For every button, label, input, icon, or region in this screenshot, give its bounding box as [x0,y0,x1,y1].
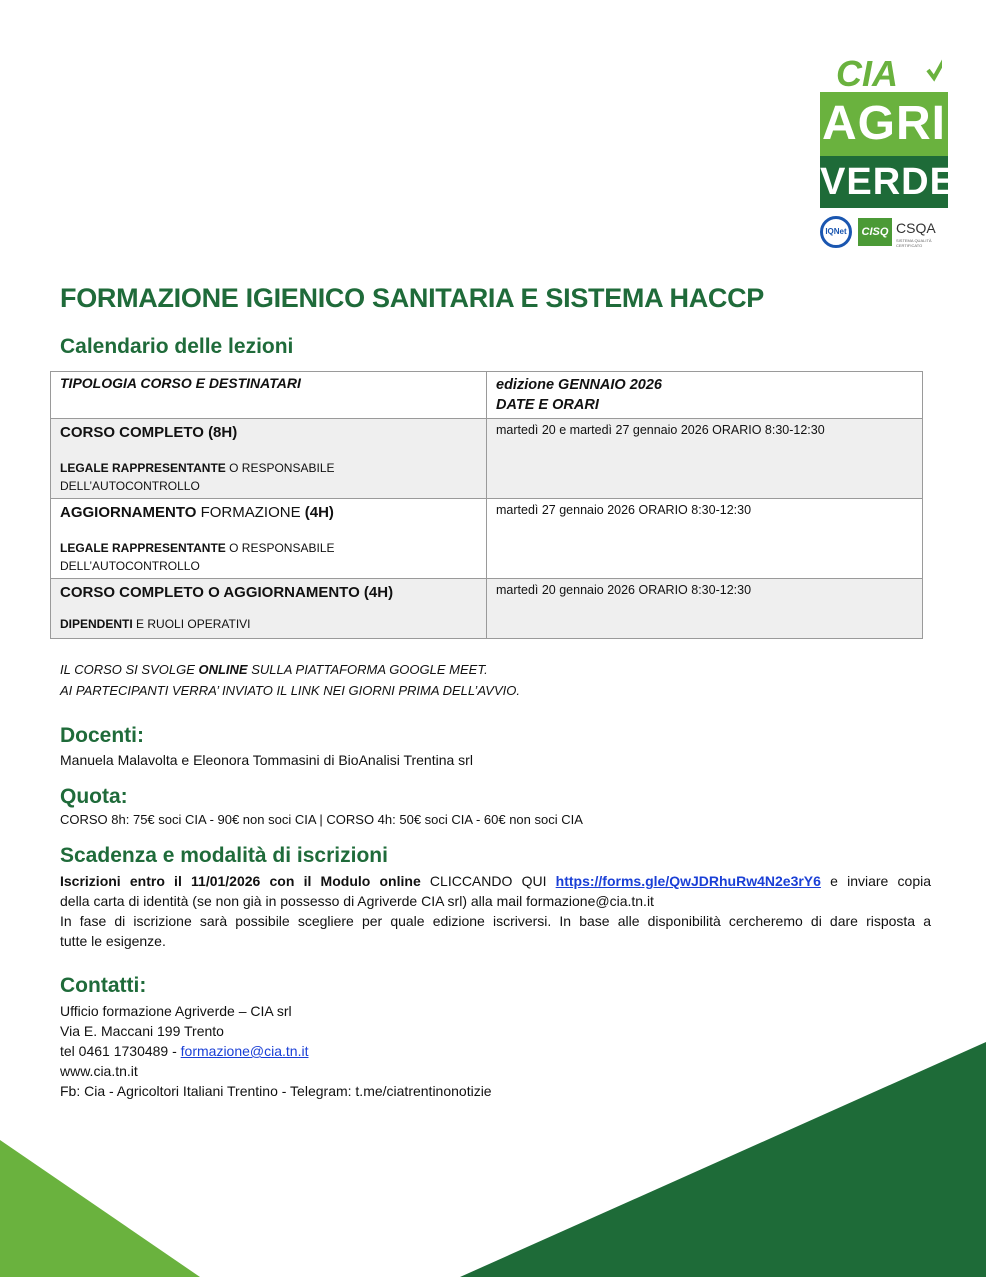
quota-heading: Quota: [60,785,128,808]
csqa-badge: CSQA SISTEMA QUALITÀ CERTIFICATO [896,220,936,248]
iscrizioni-line2: della carta di identità (se non già in possesso di Agriverde CIA srl) alla mail formazione@cia.tn.it [60,893,654,909]
left-green-triangle [0,1140,200,1277]
course-dates: martedì 27 gennaio 2026 ORARIO 8:30-12:30 [496,503,752,517]
docenti-heading: Docenti: [60,724,144,747]
certification-badges [818,212,950,248]
agriverde-logo [818,52,956,252]
svg-text:CIA: CIA [836,53,898,92]
contatti-block [60,1001,492,1101]
course-target: DIPENDENTI E RUOLI OPERATIVI [60,617,251,631]
course-title: AGGIORNAMENTO FORMAZIONE (4H) [60,504,334,521]
form-link[interactable]: https://forms.gle/QwJDRhuRw4N2e3rY6 [555,873,821,889]
course-dates: martedì 20 gennaio 2026 ORARIO 8:30-12:30 [496,583,752,597]
course-title: CORSO COMPLETO O AGGIORNAMENTO (4H) [60,584,394,601]
docenti-text: Manuela Malavolta e Eleonora Tommasini di BioAnalisi Trentina srl [60,752,473,768]
course-target: LEGALE RAPPRESENTANTE O RESPONSABILE DELL’AUTOCONTROLLO [60,541,335,573]
cisq-badge: CISQ [858,218,892,246]
course-dates: martedì 20 e martedì 27 gennaio 2026 ORARIO 8:30-12:30 [496,423,825,437]
calendar-heading: Calendario delle lezioni [60,335,294,358]
logo-agri: AGRI [820,92,948,156]
email-link[interactable]: formazione@cia.tn.it [180,1043,309,1059]
logo-verde: VERDE [820,156,948,208]
header-right-dates: DATE E ORARI [496,397,599,413]
contact-address: Via E. Maccani 199 Trento [60,1023,224,1039]
contact-web: www.cia.tn.it [60,1063,138,1079]
table-row [51,419,923,499]
iscrizioni-line1: Iscrizioni entro il 11/01/2026 con il Modulo online CLICCANDO QUI https://forms.gle/QwJDRhuRw4N2e3rY6 e inviare copia [60,873,932,889]
course-target: LEGALE RAPPRESENTANTE O RESPONSABILE DELL’AUTOCONTROLLO [60,461,335,493]
contatti-heading: Contatti: [60,974,147,997]
table-row [51,579,923,639]
contact-social: Fb: Cia - Agricoltori Italiani Trentino - Telegram: t.me/ciatrentinonotizie [60,1083,492,1099]
online-note: IL CORSO SI SVOLGE ONLINE SULLA PIATTAFORMA GOOGLE MEET. AI PARTECIPANTI VERRA’ INVIATO IL LINK NEI GIORNI PRIMA DELL’AVVIO. [60,662,520,698]
iscrizioni-text [60,871,931,951]
course-title: CORSO COMPLETO (8H) [60,424,238,441]
iqnet-badge: IQNet [820,216,852,248]
contact-office: Ufficio formazione Agriverde – CIA srl [60,1003,292,1019]
iscrizioni-heading: Scadenza e modalità di iscrizioni [60,844,388,867]
table-row [51,499,923,579]
course-table [50,371,923,639]
iscrizioni-line3: In fase di iscrizione sarà possibile scegliere per quale edizione iscriversi. In base alle disponibilità cercheremo di dare risposta a [60,913,931,929]
header-right-edition: edizione GENNAIO 2026 [496,377,662,393]
cia-wordmark [832,52,942,92]
page-title: FORMAZIONE IGIENICO SANITARIA E SISTEMA HACCP [60,283,765,313]
quota-text: CORSO 8h: 75€ soci CIA - 90€ non soci CIA | CORSO 4h: 50€ soci CIA - 60€ non soci CIA [60,812,583,827]
contact-tel: tel 0461 1730489 - formazione@cia.tn.it [60,1043,309,1059]
table-header-row [51,372,923,419]
iscrizioni-line4: tutte le esigenze. [60,933,166,949]
header-left: TIPOLOGIA CORSO E DESTINATARI [60,375,301,391]
